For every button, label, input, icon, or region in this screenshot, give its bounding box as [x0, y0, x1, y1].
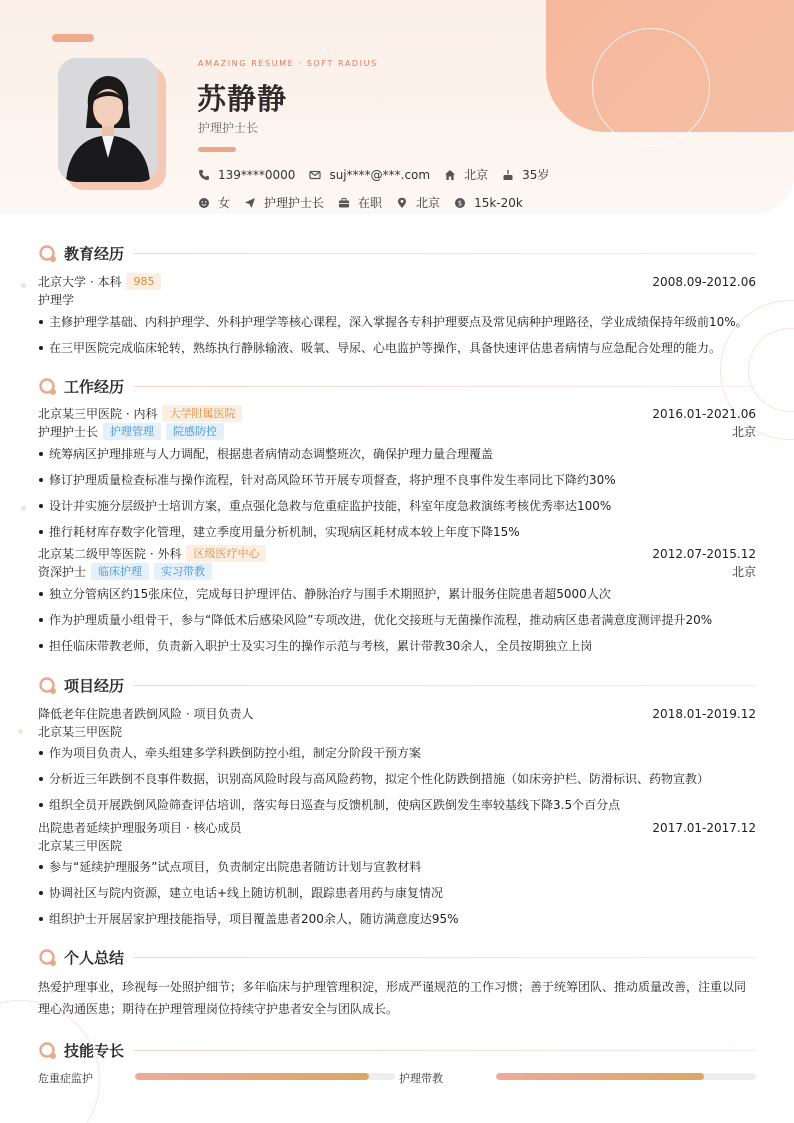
work-org: 北京某二级甲等医院 · 外科 — [38, 547, 182, 561]
work-role: 护理护士长 — [38, 425, 99, 439]
project-row — [38, 705, 756, 722]
section-title: 项目经历 — [64, 677, 125, 695]
location-text: 北京 — [416, 196, 441, 210]
project-org: 北京某三甲医院 — [38, 725, 123, 739]
decorative-dot — [21, 283, 26, 288]
contact-phone — [198, 168, 295, 182]
education-bullet: 主修护理学基础、内科护理学、外科护理学等核心课程，深入掌握各专科护理要点及常见病种护理路径，学业成绩保持年级前10%。 — [38, 313, 756, 330]
section-divider — [134, 957, 756, 958]
mail-icon — [309, 169, 321, 181]
meta-salary — [454, 196, 523, 210]
work-bullet: 作为护理质量小组骨干，参与“降低术后感染风险”专项改进，优化交接班与无菌操作流程，推动病区患者满意度测评提升20% — [38, 611, 756, 628]
school-name: 北京大学 · 本科 — [38, 275, 122, 289]
phone-icon — [198, 169, 210, 181]
work-bullet: 推行耗材库存数字化管理，建立季度用量分析机制，实现病区耗材成本较上年度下降15% — [38, 523, 756, 540]
work-bullet: 修订护理质量检查标准与操作流程，针对高风险环节开展专项督查，将护理不良事件发生率同比下降约30% — [38, 471, 756, 488]
summary-text: 热爱护理事业，珍视每一处照护细节；多年临床与护理管理积淀，形成严谨规范的工作习惯；善于统筹团队、推动质量改善，注重以同理心沟通医患；期待在护理管理岗位持续守护患者安全与团队成长。 — [38, 980, 747, 1016]
section-header-education — [38, 243, 756, 264]
meta-row — [198, 194, 537, 211]
search-circle-icon — [38, 676, 58, 696]
search-circle-icon — [38, 377, 58, 397]
work-bullet: 独立分管病区约15张床位，完成每日护理评估、静脉治疗与围手术期照护，累计服务住院患者超5000人次 — [38, 585, 756, 602]
section-divider — [134, 386, 756, 387]
salary-text: 15k-20k — [474, 195, 523, 210]
target-job-text: 护理护士长 — [264, 196, 325, 210]
education-date: 2008.09-2012.06 — [652, 274, 756, 289]
education-major-row — [38, 291, 756, 308]
work-role-tag: 临床护理 — [91, 563, 149, 580]
candidate-title: 护理护士长 — [198, 121, 259, 135]
project-name: 降低老年住院患者跌倒风险 · 项目负责人 — [38, 707, 254, 721]
send-icon — [244, 197, 256, 209]
work-role: 资深护士 — [38, 565, 87, 579]
work-org: 北京某三甲医院 · 内科 — [38, 407, 158, 421]
contact-age — [502, 166, 549, 183]
work-bullet: 担任临床带教老师，负责新入职护士及实习生的操作示范与考核，累计带教30余人，全员按期独立上岗 — [38, 637, 756, 654]
skill-bar — [496, 1073, 756, 1080]
project-bullet: 组织护士开展居家护理技能指导，项目覆盖患者200余人，随访满意度达95% — [38, 910, 756, 927]
project-org-row — [38, 723, 756, 740]
work-org-row — [38, 405, 756, 422]
work-bullet: 统筹病区护理排班与人力调配，根据患者病情动态调整班次，确保护理力量合理覆盖 — [38, 445, 756, 462]
profile-photo — [58, 58, 158, 182]
education-row — [38, 273, 756, 290]
title-underline — [198, 147, 236, 152]
project-bullet: 协调社区与院内资源，建立电话+线上随访机制，跟踪患者用药与康复情况 — [38, 884, 756, 901]
status-text: 在职 — [358, 196, 383, 210]
contact-email — [309, 168, 430, 182]
home-icon — [444, 169, 456, 181]
project-org-row — [38, 837, 756, 854]
section-header-projects — [38, 675, 756, 696]
location-pin-icon — [396, 197, 408, 209]
project-date: 2017.01-2017.12 — [652, 820, 756, 835]
work-role-tag: 实习带教 — [154, 563, 212, 580]
work-org-row — [38, 545, 756, 562]
project-date: 2018.01-2019.12 — [652, 706, 756, 721]
project-bullet: 组织全员开展跌倒风险筛查评估培训，落实每日巡查与反馈机制，使病区跌倒发生率较基线下降3.5个百分点 — [38, 796, 756, 813]
work-bullet: 设计并实施分层级护士培训方案，重点强化急救与危重症监护技能，科室年度急救演练考核优秀率达100% — [38, 497, 756, 514]
project-row — [38, 819, 756, 836]
work-city: 北京 — [731, 565, 756, 579]
cake-icon — [502, 169, 514, 181]
work-date: 2012.07-2015.12 — [652, 546, 756, 561]
smile-icon — [198, 197, 210, 209]
email-text: suj****@***.com — [329, 167, 431, 182]
skill-label: 护理带教 — [399, 1072, 443, 1085]
skill-bar-fill — [496, 1073, 704, 1080]
section-title: 工作经历 — [64, 378, 125, 396]
meta-target-job — [244, 194, 324, 211]
section-header-work — [38, 376, 756, 397]
project-bullet: 作为项目负责人，牵头组建多学科跌倒防控小组，制定分阶段干预方案 — [38, 744, 756, 761]
svg-text:$: $ — [457, 199, 463, 208]
city-text: 北京 — [464, 168, 489, 182]
skill-bar-fill — [135, 1073, 369, 1080]
section-title: 个人总结 — [64, 949, 125, 967]
decorative-ring — [592, 28, 710, 146]
contact-row — [198, 166, 563, 183]
section-title: 教育经历 — [64, 245, 125, 263]
work-role-tag: 护理管理 — [103, 423, 161, 440]
meta-gender — [198, 194, 230, 211]
search-circle-icon — [38, 1041, 58, 1061]
section-divider — [134, 253, 756, 254]
decorative-dot — [21, 506, 26, 511]
project-bullet: 参与“延续护理服务”试点项目，负责制定出院患者随访计划与宣教材料 — [38, 858, 756, 875]
age-text: 35岁 — [522, 168, 550, 182]
phone-text: 139****0000 — [218, 167, 296, 182]
project-name: 出院患者延续护理服务项目 · 核心成员 — [38, 821, 242, 835]
work-role-row — [38, 423, 756, 440]
work-org-tag: 区级医疗中心 — [186, 545, 266, 562]
education-major: 护理学 — [38, 293, 75, 307]
search-circle-icon — [38, 948, 58, 968]
resume-kicker: AMAZING RESUME · SOFT RADIUS — [198, 59, 378, 68]
project-bullet: 分析近三年跌倒不良事件数据，识别高风险时段与高风险药物，拟定个性化防跌倒措施（如床旁护栏、防滑标识、药物宣教） — [38, 770, 756, 787]
meta-status — [338, 194, 382, 211]
decorative-dot — [18, 729, 23, 734]
decorative-pill — [52, 34, 94, 42]
search-circle-icon — [38, 244, 58, 264]
project-org: 北京某三甲医院 — [38, 839, 123, 853]
education-bullet: 在三甲医院完成临床轮转，熟练执行静脉输液、吸氧、导尿、心电监护等操作，具备快速评估患者病情与应急配合处理的能力。 — [38, 339, 756, 356]
meta-location — [396, 194, 440, 211]
section-title: 技能专长 — [64, 1042, 125, 1060]
work-city: 北京 — [731, 425, 756, 439]
section-divider — [134, 1050, 756, 1051]
work-role-tag: 院感防控 — [166, 423, 224, 440]
section-divider — [134, 685, 756, 686]
contact-city — [444, 166, 488, 183]
section-header-skills — [38, 1040, 756, 1061]
money-icon — [454, 197, 466, 209]
work-date: 2016.01-2021.06 — [652, 406, 756, 421]
skill-bar — [135, 1073, 395, 1080]
briefcase-icon — [338, 197, 350, 209]
header-banner — [0, 0, 794, 214]
work-org-tag: 大学附属医院 — [162, 405, 242, 422]
candidate-name: 苏静静 — [197, 82, 288, 116]
work-role-row — [38, 563, 756, 580]
section-header-summary — [38, 947, 756, 968]
school-tag: 985 — [126, 273, 161, 290]
skill-label: 危重症监护 — [38, 1072, 93, 1085]
gender-text: 女 — [218, 196, 231, 210]
